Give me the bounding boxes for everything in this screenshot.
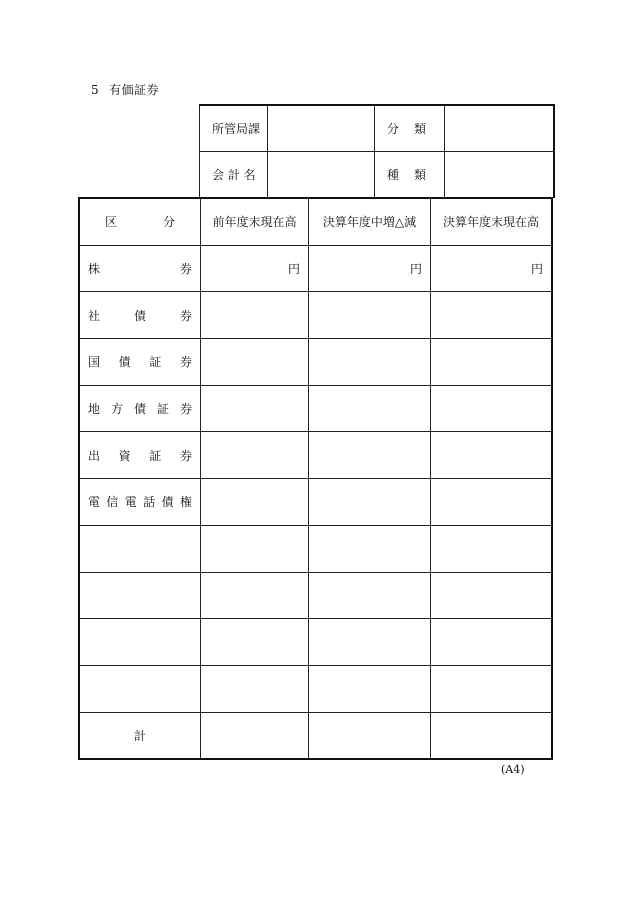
total-label: 計 (79, 712, 201, 759)
row-label: 国 債 証 券 (79, 339, 201, 386)
prev-balance-cell[interactable] (201, 665, 309, 712)
table-row (79, 432, 552, 479)
row-label[interactable] (79, 619, 201, 666)
classification-label-char2: 類 (413, 122, 426, 136)
table-row (79, 525, 552, 572)
row-label: 社 債 券 (79, 292, 201, 339)
account-label: 会 計 名 (200, 152, 268, 198)
table-row (79, 665, 552, 712)
end-balance-cell[interactable] (431, 525, 553, 572)
prev-balance-cell[interactable] (201, 432, 309, 479)
table-row (79, 572, 552, 619)
header-info-table (199, 104, 555, 198)
type-field[interactable] (445, 152, 555, 198)
total-end-balance-cell[interactable] (431, 712, 553, 759)
change-cell[interactable] (309, 432, 431, 479)
form-title (91, 81, 159, 98)
table-row (79, 292, 552, 339)
end-balance-cell[interactable] (431, 385, 553, 432)
end-balance-cell[interactable] (431, 479, 553, 526)
change-cell[interactable] (309, 479, 431, 526)
prev-balance-cell[interactable] (201, 479, 309, 526)
end-balance-cell[interactable] (431, 339, 553, 386)
form-number: 5 (91, 83, 100, 97)
end-balance-cell[interactable] (431, 619, 553, 666)
change-cell[interactable] (309, 619, 431, 666)
table-row (79, 385, 552, 432)
classification-field[interactable] (445, 105, 555, 152)
prev-balance-cell[interactable]: 円 (201, 245, 309, 292)
col-prev-balance: 前年度末現在高 (201, 198, 309, 245)
end-balance-cell[interactable] (431, 292, 553, 339)
col-change: 決算年度中増△減 (309, 198, 431, 245)
classification-label-char1: 分 (387, 122, 400, 136)
total-change-cell[interactable] (309, 712, 431, 759)
change-cell[interactable] (309, 339, 431, 386)
row-label[interactable] (79, 665, 201, 712)
department-field[interactable] (268, 105, 375, 152)
change-cell[interactable] (309, 572, 431, 619)
type-label (375, 152, 445, 198)
end-balance-cell[interactable] (431, 572, 553, 619)
table-header-row (79, 198, 552, 245)
total-prev-balance-cell[interactable] (201, 712, 309, 759)
prev-balance-cell[interactable] (201, 385, 309, 432)
row-label: 出 資 証 券 (79, 432, 201, 479)
row-label: 株 券 (79, 245, 201, 292)
change-cell[interactable] (309, 385, 431, 432)
prev-balance-cell[interactable] (201, 292, 309, 339)
type-label-char2: 類 (413, 168, 426, 182)
prev-balance-cell[interactable] (201, 572, 309, 619)
paper-size-note: (A4) (501, 763, 525, 776)
row-label: 地 方 債 証 券 (79, 385, 201, 432)
end-balance-cell[interactable] (431, 665, 553, 712)
row-label[interactable] (79, 525, 201, 572)
end-balance-cell[interactable]: 円 (431, 245, 553, 292)
securities-table (78, 197, 553, 760)
change-cell[interactable] (309, 525, 431, 572)
col-category (79, 198, 201, 245)
row-label: 電 信 電 話 債 権 (79, 479, 201, 526)
table-row (79, 619, 552, 666)
department-label: 所管局課 (200, 105, 268, 152)
table-row (79, 479, 552, 526)
prev-balance-cell[interactable] (201, 525, 309, 572)
change-cell[interactable] (309, 292, 431, 339)
table-row (79, 339, 552, 386)
row-label[interactable] (79, 572, 201, 619)
prev-balance-cell[interactable] (201, 619, 309, 666)
total-row (79, 712, 552, 759)
prev-balance-cell[interactable] (201, 339, 309, 386)
col-end-balance: 決算年度末現在高 (431, 198, 553, 245)
end-balance-cell[interactable] (431, 432, 553, 479)
col-category-char2: 分 (162, 215, 175, 230)
change-cell[interactable]: 円 (309, 245, 431, 292)
change-cell[interactable] (309, 665, 431, 712)
table-row (79, 245, 552, 292)
form-title-text: 有価証券 (109, 83, 160, 97)
account-field[interactable] (268, 152, 375, 198)
classification-label (375, 105, 445, 152)
type-label-char1: 種 (387, 168, 400, 182)
col-category-char1: 区 (105, 215, 118, 230)
